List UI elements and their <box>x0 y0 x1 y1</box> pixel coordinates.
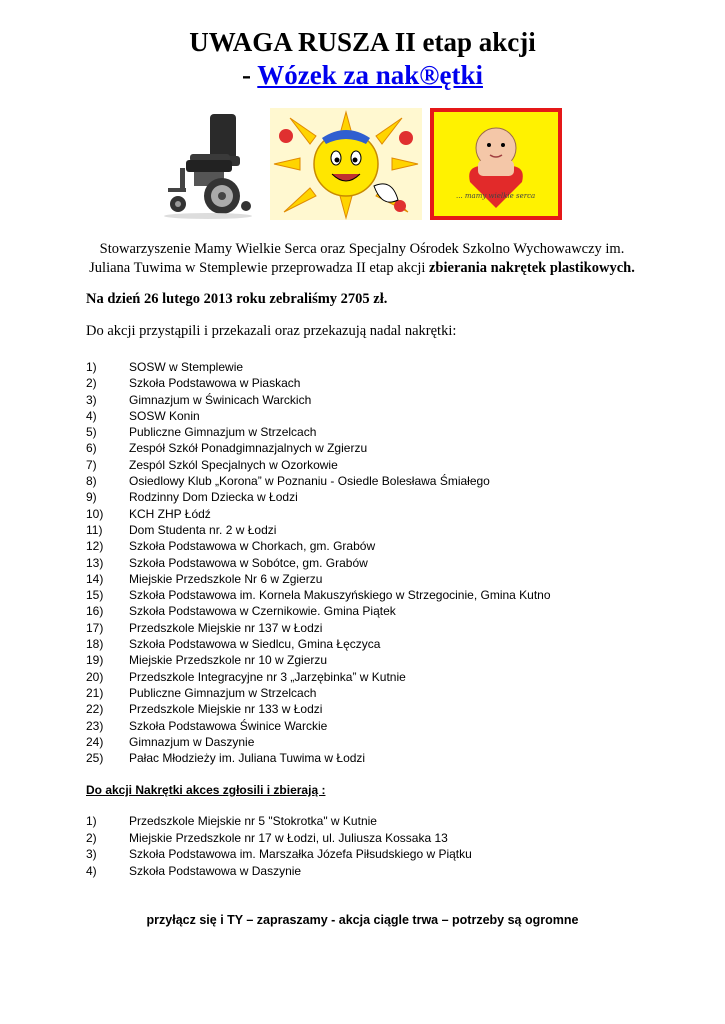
list-item <box>86 813 472 830</box>
list-item-number: 7) <box>86 457 97 472</box>
list-item <box>86 538 551 554</box>
list-item <box>86 392 551 408</box>
list-item <box>86 701 551 717</box>
list-item-text: SOSW Konin <box>129 408 200 423</box>
list-item-text: Pałac Młodzieży im. Juliana Tuwima w Łodzi <box>129 751 366 766</box>
list-item-number: 18) <box>86 637 104 652</box>
list-item-text: Przedszkole Miejskie nr 137 w Łodzi <box>129 620 323 635</box>
list-item-number: 21) <box>86 685 104 700</box>
list-item-number: 3) <box>86 392 97 407</box>
list-item <box>86 685 551 701</box>
list-item <box>86 571 551 587</box>
list-item-number: 14) <box>86 571 104 586</box>
intro-text: Stowarzyszenie Mamy Wielkie Serca oraz Specjalny Ośrodek Szkolno Wychowawczy im. Juliana Tuwima w Stemplewie przeprowadza II etap akcji <box>89 241 625 276</box>
list-item-number: 11) <box>86 522 103 537</box>
list-item-text: Szkoła Podstawowa im. Marszałka Józefa Piłsudskiego w Piątku <box>129 847 472 861</box>
new-participants-header: Do akcji Nakrętki akces zgłosili i zbierają : <box>86 783 326 797</box>
list-item-text: Publiczne Gimnazjum w Strzelcach <box>129 685 317 700</box>
list-item-text: Szkoła Podstawowa w Czernikowie. Gmina Piątek <box>129 604 396 619</box>
list-item-text: Szkoła Podstawowa w Sobótce, gm. Grabów <box>129 555 368 570</box>
list-item-text: KCH ZHP Łódź <box>129 506 211 521</box>
list-item <box>86 506 551 522</box>
list-item-text: Szkoła Podstawowa w Siedlcu, Gmina Łęczyca <box>129 637 381 652</box>
list-item-number: 10) <box>86 506 104 521</box>
list-item-number: 8) <box>86 474 97 489</box>
list-item-number: 3) <box>86 847 97 861</box>
list-item <box>86 718 551 734</box>
footer-callout: przyłącz się i TY – zapraszamy - akcja ciągle trwa – potrzeby są ogromne <box>146 913 579 927</box>
list-item-text: Przedszkole Integracyjne nr 3 „Jarzębinka” w Kutnie <box>129 669 406 684</box>
list-item-number: 9) <box>86 490 97 505</box>
list-item <box>86 603 551 619</box>
list-item-number: 17) <box>86 620 104 635</box>
list-item-text: Szkoła Podstawowa im. Kornela Makuszyńskiego w Strzegocinie, Gmina Kutno <box>129 588 551 603</box>
list-item <box>86 375 551 391</box>
list-item-number: 1) <box>86 814 97 828</box>
list-item-text: Przedszkole Miejskie nr 133 w Łodzi <box>129 702 323 717</box>
participants-list <box>86 359 551 766</box>
list-item-number: 2) <box>86 830 97 845</box>
list-item-number: 24) <box>86 734 104 749</box>
list-item <box>86 620 551 636</box>
list-item-number: 15) <box>86 588 104 603</box>
list-item-text: Szkoła Podstawowa w Daszynie <box>129 863 302 878</box>
page-title: UWAGA RUSZA II etap akcji <box>189 27 536 57</box>
list-item-text: Gimnazjum w Daszynie <box>129 734 255 749</box>
list-item <box>86 669 551 685</box>
list-item <box>86 424 551 440</box>
list-item-text: Zespól Szkól Specjalnych w Ozorkowie <box>129 457 338 472</box>
wheelchair-photo <box>150 108 260 220</box>
list-item <box>86 636 551 652</box>
intro-paragraph <box>82 240 642 278</box>
list-item <box>86 555 551 571</box>
list-item-number: 6) <box>86 441 97 456</box>
list-item-text: Szkoła Podstawowa Świnice Warckie <box>129 718 328 733</box>
list-item-text: Zespół Szkół Ponadgimnazjalnych w Zgierzu <box>129 441 368 456</box>
list-item-number: 23) <box>86 718 104 733</box>
list-item <box>86 652 551 668</box>
list-item <box>86 359 551 375</box>
list-item <box>86 440 551 456</box>
list-item-text: Publiczne Gimnazjum w Strzelcach <box>129 425 317 440</box>
list-item-number: 13) <box>86 555 104 570</box>
new-participants-list <box>86 813 472 879</box>
list-item <box>86 457 551 473</box>
list-item <box>86 489 551 505</box>
mamy-wielkie-serca-logo <box>430 108 562 220</box>
list-item-text: SOSW w Stemplewie <box>129 360 244 374</box>
logo-text: ... mamy wielkie serca <box>456 192 536 200</box>
list-item-text: Szkoła Podstawowa w Chorkach, gm. Grabów <box>129 539 376 554</box>
list-item-text: Miejskie Przedszkole Nr 6 w Zgierzu <box>129 571 323 586</box>
list-item <box>86 473 551 489</box>
list-item-number: 22) <box>86 702 104 717</box>
list-item-text: Przedszkole Miejskie nr 5 "Stokrotka" w Kutnie <box>129 814 377 828</box>
subtitle-prefix: - <box>242 60 258 90</box>
list-item-text: Miejskie Przedszkole nr 17 w Łodzi, ul. Juliusza Kossaka 13 <box>129 830 448 845</box>
list-item-number: 1) <box>86 360 97 374</box>
list-item <box>86 522 551 538</box>
list-item <box>86 408 551 424</box>
list-item-number: 19) <box>86 653 104 668</box>
page-subtitle <box>0 59 725 91</box>
list-item-text: Osiedlowy Klub „Korona” w Poznaniu - Osiedle Bolesława Śmiałego <box>129 474 490 489</box>
participants-intro: Do akcji przystąpili i przekazali oraz przekazują nadal nakrętki: <box>86 323 457 339</box>
list-item-number: 20) <box>86 669 104 684</box>
subtitle-link[interactable]: Wózek za nak®ętki <box>257 60 483 90</box>
list-item-text: Szkoła Podstawowa w Piaskach <box>129 376 301 391</box>
list-item <box>86 750 551 766</box>
list-item-number: 4) <box>86 863 97 878</box>
sun-cartoon <box>270 108 422 220</box>
list-item-text: Rodzinny Dom Dziecka w Łodzi <box>129 490 298 505</box>
list-item-number: 5) <box>86 425 97 440</box>
list-item <box>86 846 472 863</box>
list-item-text: Miejskie Przedszkole nr 10 w Zgierzu <box>129 653 328 668</box>
list-item <box>86 587 551 603</box>
collected-amount: Na dzień 26 lutego 2013 roku zebraliśmy 2705 zł. <box>86 291 388 307</box>
list-item-number: 12) <box>86 539 104 554</box>
list-item <box>86 734 551 750</box>
intro-bold: zbierania nakrętek plastikowych. <box>429 260 635 276</box>
list-item-number: 25) <box>86 751 104 766</box>
list-item-number: 4) <box>86 408 97 423</box>
list-item <box>86 830 472 847</box>
list-item-text: Gimnazjum w Świnicach Warckich <box>129 392 312 407</box>
list-item-text: Dom Studenta nr. 2 w Łodzi <box>129 522 277 537</box>
list-item <box>86 863 472 880</box>
list-item-number: 2) <box>86 376 97 391</box>
list-item-number: 16) <box>86 604 104 619</box>
